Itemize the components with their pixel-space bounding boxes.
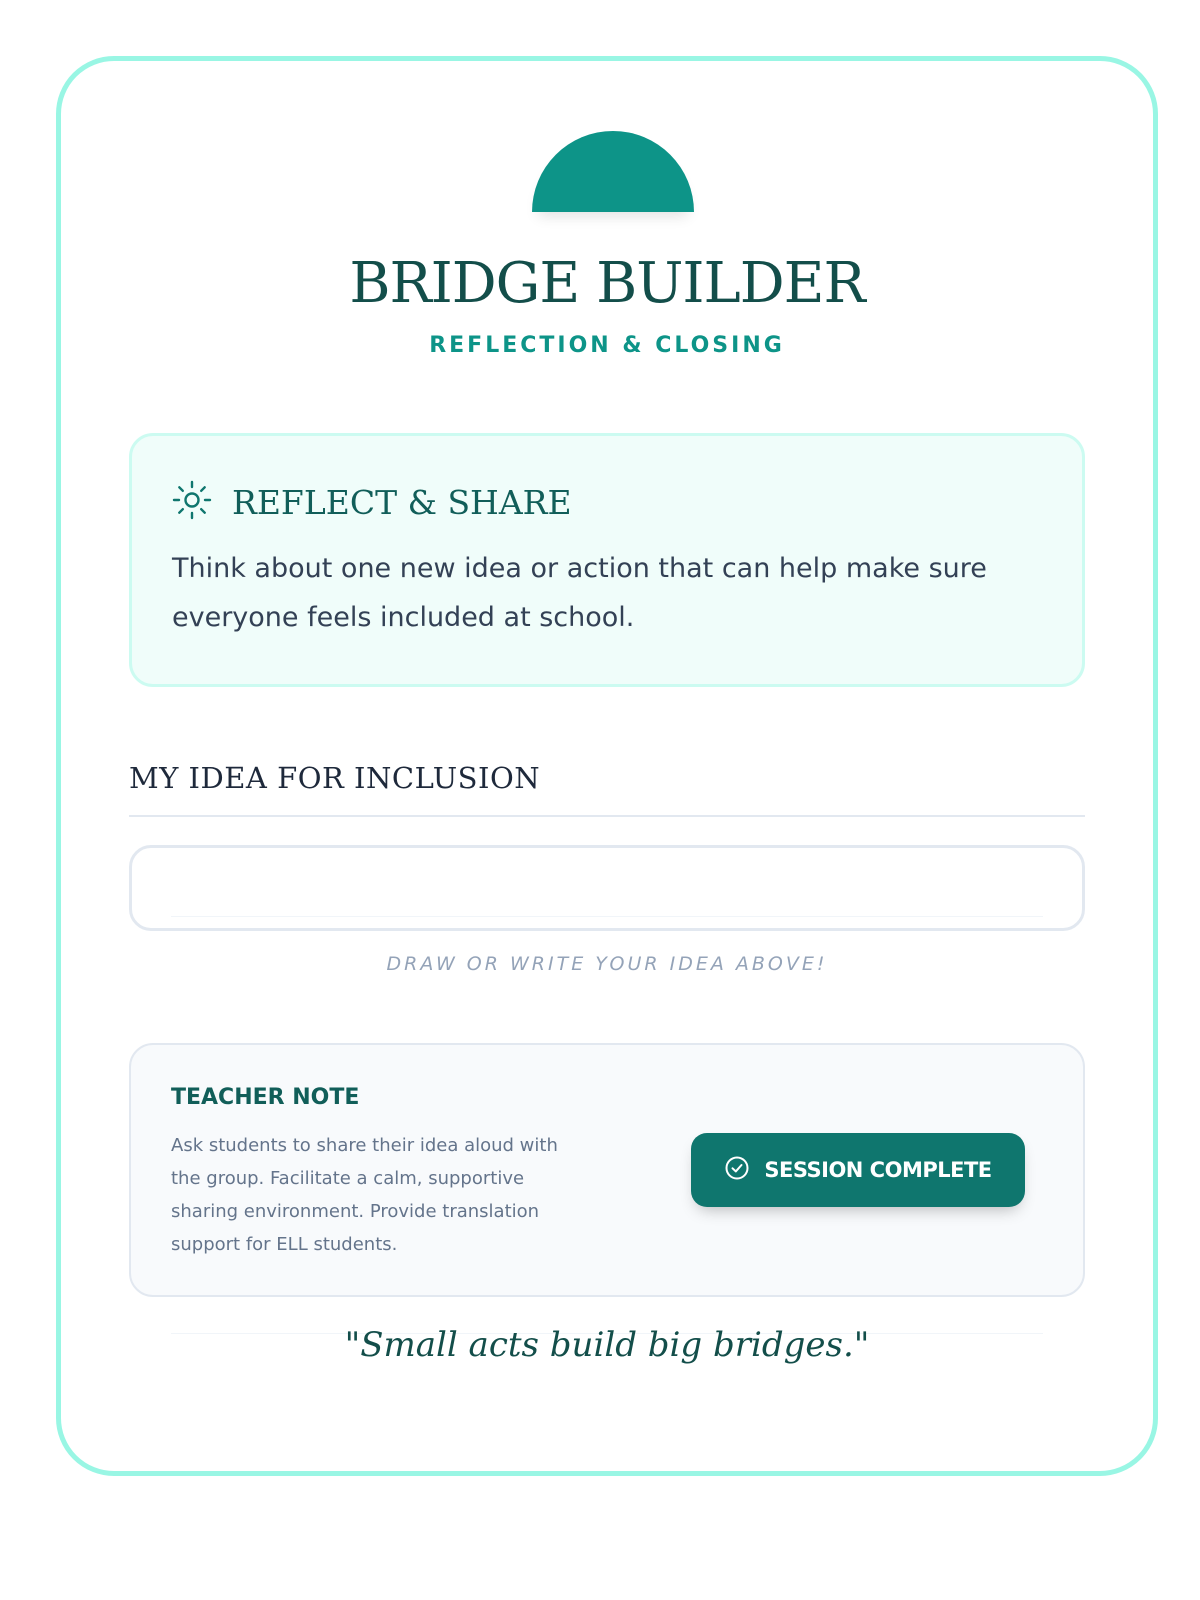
idea-section-label: MY IDEA FOR INCLUSION xyxy=(129,761,541,795)
page-title: BRIDGE BUILDER xyxy=(349,251,865,316)
teacher-note-title: TEACHER NOTE xyxy=(171,1085,360,1110)
page-subtitle: REFLECTION & CLOSING xyxy=(429,333,785,358)
teacher-note-panel xyxy=(129,1043,1085,1297)
closing-card xyxy=(56,56,1158,1476)
sun-icon xyxy=(172,480,212,524)
session-complete-label: SESSION COMPLETE xyxy=(764,1158,992,1182)
closing-quote: "Small acts build big bridges." xyxy=(344,1325,870,1365)
reflect-title: REFLECT & SHARE xyxy=(232,482,572,522)
faint-divider xyxy=(171,916,1043,917)
check-circle-icon xyxy=(724,1155,750,1186)
idea-hint: DRAW OR WRITE YOUR IDEA ABOVE! xyxy=(386,953,828,975)
teacher-note-body: Ask students to share their idea aloud with the group. Facilitate a calm, supportive sharing environment. Provide translation support for ELL students. xyxy=(171,1135,558,1255)
reflect-header xyxy=(172,482,572,522)
session-complete-button[interactable] xyxy=(691,1133,1025,1207)
section-divider xyxy=(129,815,1085,817)
idea-input[interactable] xyxy=(129,845,1085,931)
half-circle-logo xyxy=(532,131,694,212)
reflect-prompt: Think about one new idea or action that can help make sure everyone feels included at school. xyxy=(172,553,987,633)
reflect-panel xyxy=(129,433,1085,687)
